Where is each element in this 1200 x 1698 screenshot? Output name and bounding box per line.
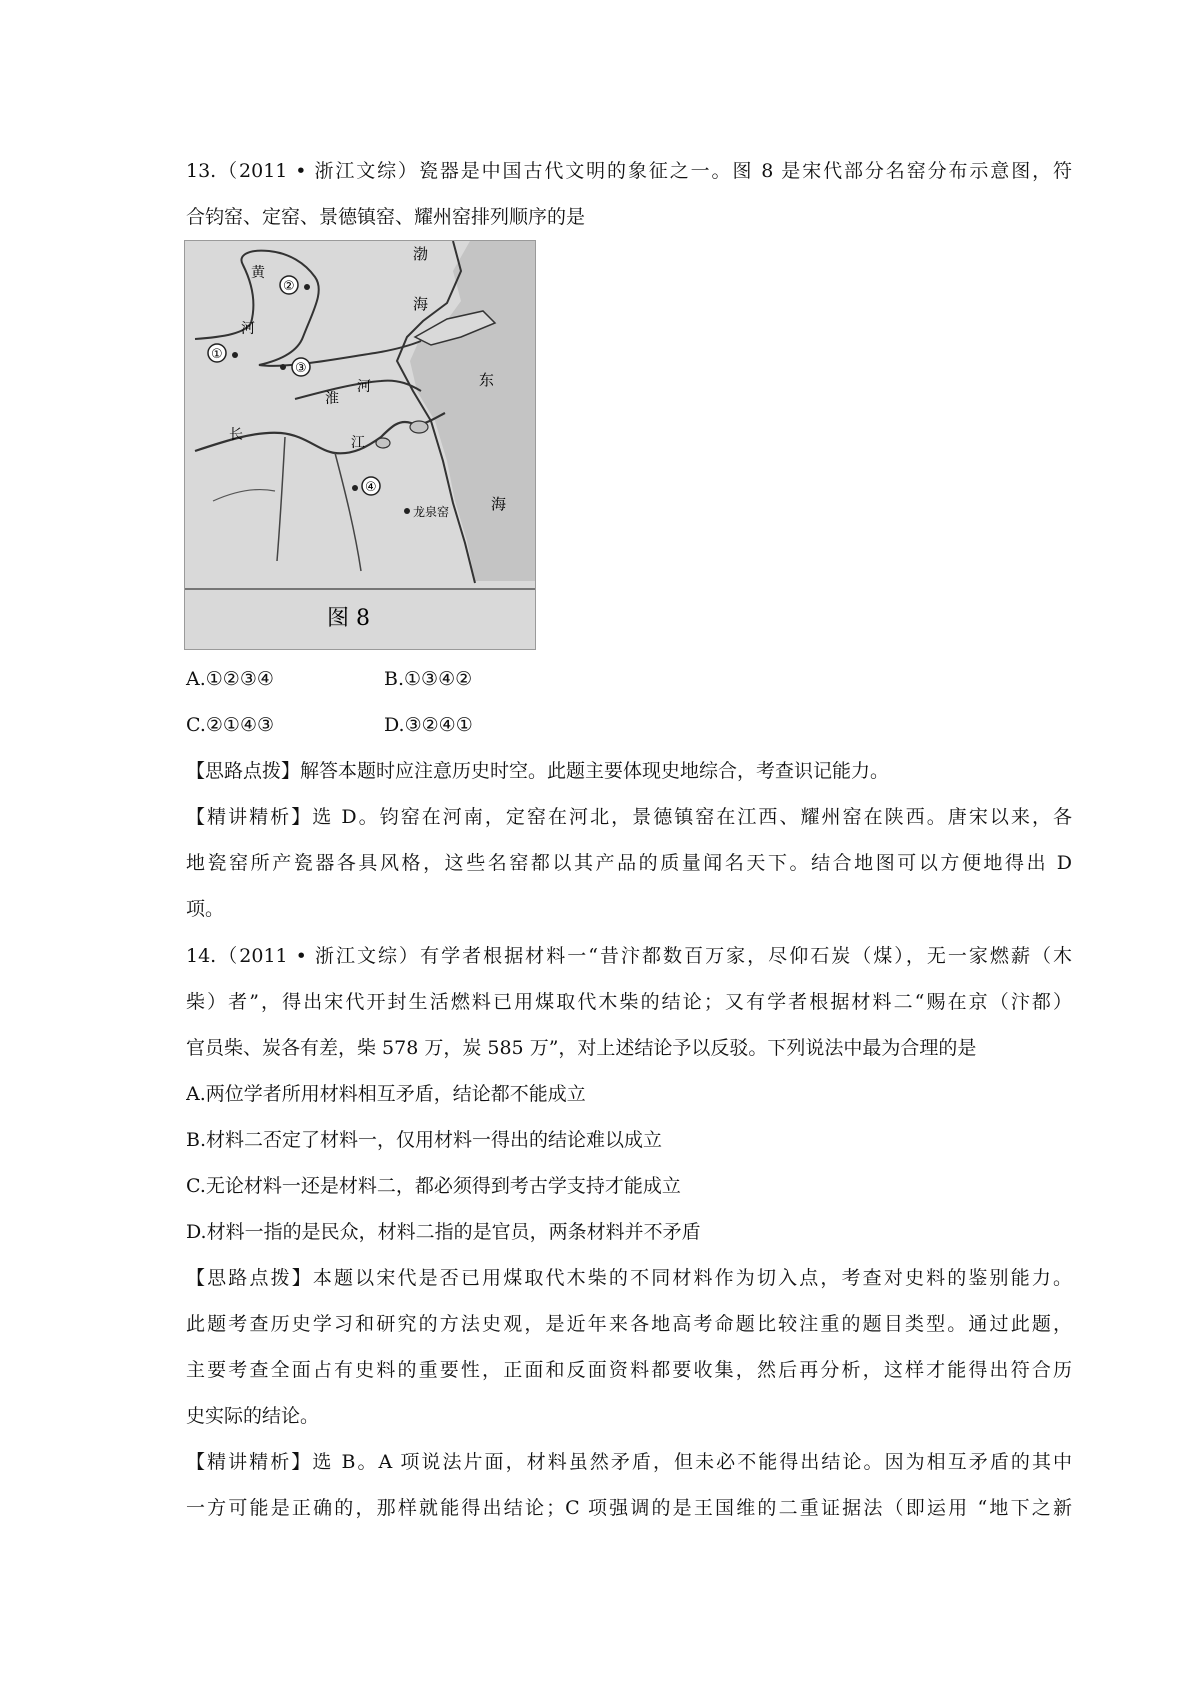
- lake-2: [376, 438, 390, 448]
- label-marker-1: ①: [211, 347, 223, 362]
- tributary-3: [213, 489, 275, 501]
- kiln-dot-4: [352, 485, 358, 491]
- label-huai-1: 淮: [325, 391, 339, 407]
- label-chang: 长: [229, 427, 243, 443]
- q13-analysis-line-2: 地瓷窑所产瓷器各具风格，这些名窑都以其产品的质量闻名天下。结合地图可以方便地得出 D: [186, 852, 1072, 874]
- q14-option-b: B.材料二否定了材料一，仅用材料一得出的结论难以成立: [186, 1129, 663, 1151]
- label-huang: 黄: [251, 265, 265, 281]
- q14-analysis-line-2: 一方可能是正确的，那样就能得出结论；C 项强调的是王国维的二重证据法（即运用 “地下之新: [186, 1497, 1072, 1519]
- label-dong: 东: [479, 371, 495, 389]
- q13-option-a: A.①②③④: [186, 668, 274, 690]
- yellow-river: [195, 251, 421, 366]
- tributary-2: [335, 453, 361, 571]
- q13-analysis-line-1: 【精讲精析】选 D。钧窑在河南，定窑在河北，景德镇窑在江西、耀州窑在陕西。唐宋以来，各: [186, 806, 1072, 828]
- q14-stem-line-2: 柴）者”，得出宋代开封生活燃料已用煤取代木柴的结论；又有学者根据材料二“赐在京（汴都）: [186, 991, 1072, 1013]
- lake: [410, 421, 428, 433]
- figure-caption: 图 8: [327, 606, 370, 631]
- q14-hint-line-1: 【思路点拨】本题以宋代是否已用煤取代木柴的不同材料作为切入点，考查对史料的鉴别能力。: [186, 1267, 1072, 1289]
- q14-analysis-line-1: 【精讲精析】选 B。A 项说法片面，材料虽然矛盾，但未必不能得出结论。因为相互矛盾的其中: [186, 1451, 1072, 1473]
- q14-stem-line-1: 14.（2011 • 浙江文综）有学者根据材料一“昔汴都数百万家，尽仰石炭（煤），无一家燃薪（木: [186, 945, 1072, 967]
- q14-option-a: A.两位学者所用材料相互矛盾，结论都不能成立: [186, 1083, 586, 1105]
- label-bohai-2: 海: [413, 295, 429, 313]
- label-marker-2: ②: [283, 279, 295, 294]
- q13-option-d: D.③②④①: [384, 714, 473, 736]
- label-huai-2: 河: [357, 379, 371, 395]
- kiln-dot-1: [232, 352, 238, 358]
- q14-hint-line-4: 史实际的结论。: [186, 1405, 320, 1427]
- q14-option-c: C.无论材料一还是材料二，都必须得到考古学支持才能成立: [186, 1175, 681, 1197]
- label-jiang: 江: [351, 435, 365, 451]
- q13-option-c: C.②①④③: [186, 714, 275, 736]
- q13-analysis-line-3: 项。: [186, 898, 225, 920]
- song-kilns-map: [185, 241, 535, 649]
- q14-option-d: D.材料一指的是民众，材料二指的是官员，两条材料并不矛盾: [186, 1221, 701, 1243]
- tributary-1: [277, 437, 285, 561]
- label-longquan: 龙泉窑: [413, 505, 450, 519]
- kiln-dot-2: [304, 284, 310, 290]
- q14-stem-line-3: 官员柴、炭各有差，柴 578 万，炭 585 万”，对上述结论予以反驳。下列说法中最为合理的是: [186, 1037, 977, 1059]
- label-marker-4: ④: [365, 480, 377, 495]
- label-bohai-1: 渤: [413, 245, 429, 263]
- q14-hint-line-2: 此题考查历史学习和研究的方法史观，是近年来各地高考命题比较注重的题目类型。通过此题，: [186, 1313, 1072, 1335]
- sea-area: [410, 241, 535, 581]
- song-kilns-map-figure: [184, 240, 536, 650]
- label-hai: 海: [491, 495, 507, 513]
- kiln-dot-3: [280, 364, 286, 370]
- q13-stem-line-2: 合钧窑、定窑、景德镇窑、耀州窑排列顺序的是: [186, 206, 586, 228]
- label-he: 河: [241, 321, 255, 337]
- kiln-dot-longquan: [404, 508, 410, 514]
- q13-hint: 【思路点拨】解答本题时应注意历史时空。此题主要体现史地综合，考查识记能力。: [186, 760, 890, 782]
- label-marker-3: ③: [295, 361, 307, 376]
- q13-option-b: B.①③④②: [384, 668, 473, 690]
- q13-stem-line-1: 13.（2011 • 浙江文综）瓷器是中国古代文明的象征之一。图 8 是宋代部分名窑分布示意图，符: [186, 160, 1072, 182]
- q14-hint-line-3: 主要考查全面占有史料的重要性，正面和反面资料都要收集，然后再分析，这样才能得出符合历: [186, 1359, 1072, 1381]
